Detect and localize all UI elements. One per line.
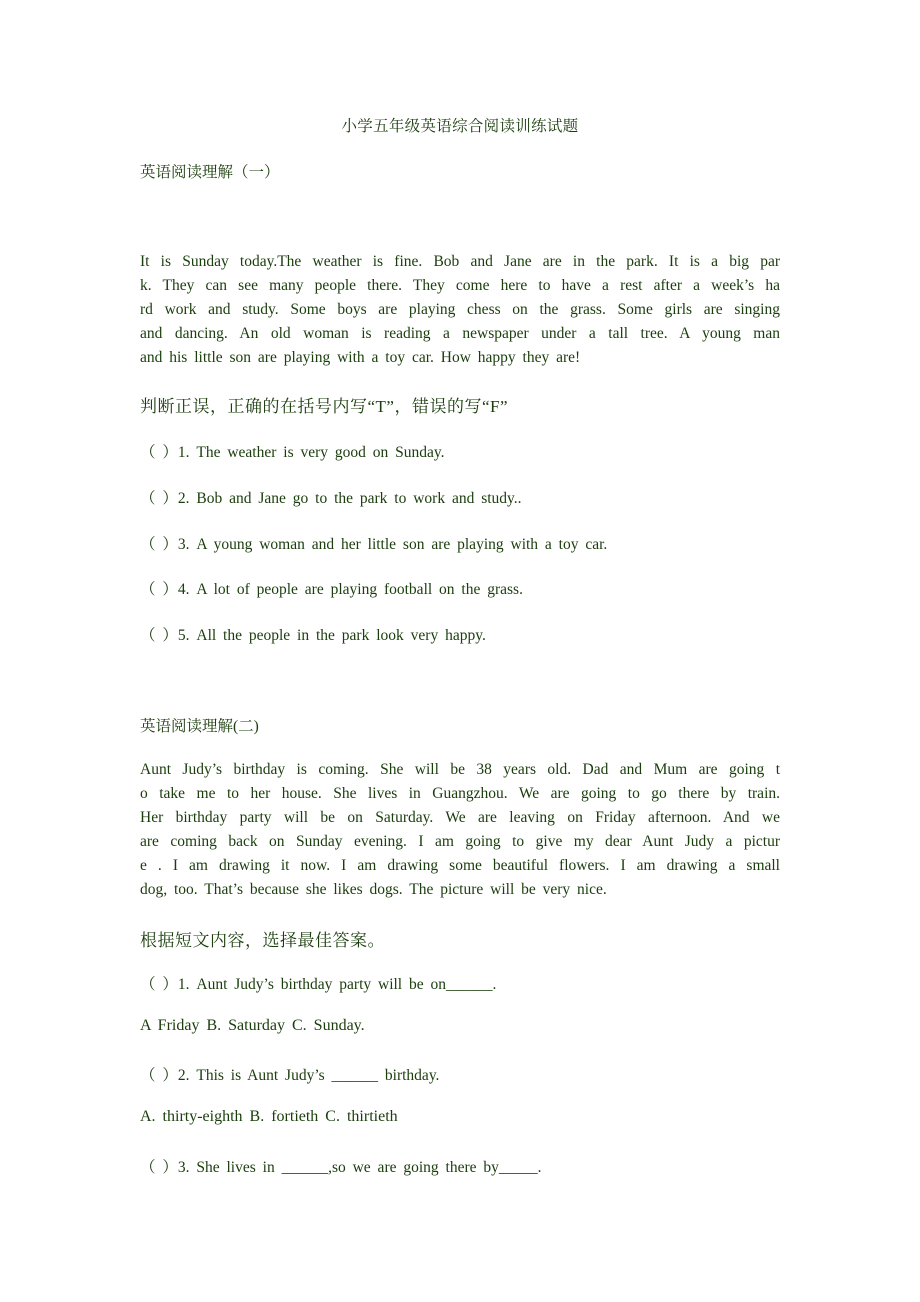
section1-question-2: （ ）2. Bob and Jane go to the park to work and study.. [140, 490, 522, 507]
passage-line: rd work and study. Some boys are playing chess on the grass. Some girls are singing [140, 301, 780, 318]
section1-question-4: （ ）4. A lot of people are playing football on the grass. [140, 581, 523, 598]
passage-line: e . I am drawing it now. I am drawing some beautiful flowers. I am drawing a small [140, 857, 780, 874]
section2-question-2: （ ）2. This is Aunt Judy’s ______ birthday. [140, 1067, 440, 1084]
section1-question-3: （ ）3. A young woman and her little son are playing with a toy car. [140, 536, 608, 553]
section2-instruction: 根据短文内容，选择最佳答案。 [140, 931, 385, 950]
section2-question-1-options: A Friday B. Saturday C. Sunday. [140, 1017, 365, 1034]
passage-line: o take me to her house. She lives in Guangzhou. We are going to go there by train. [140, 785, 780, 802]
passage-line: It is Sunday today.The weather is fine. Bob and Jane are in the park. It is a big par [140, 253, 780, 270]
section1-instruction: 判断正误，正确的在括号内写“T”，错误的写“F” [140, 397, 509, 416]
section2-question-3: （ ）3. She lives in ______,so we are going there by_____. [140, 1159, 542, 1176]
section1-question-5: （ ）5. All the people in the park look very happy. [140, 627, 486, 644]
passage-line: dog, too. That’s because she likes dogs. The picture will be very nice. [140, 881, 607, 898]
passage-line: are coming back on Sunday evening. I am going to give my dear Aunt Judy a pictur [140, 833, 780, 850]
section1-heading: 英语阅读理解（一） [140, 164, 280, 181]
passage-line: and dancing. An old woman is reading a newspaper under a tall tree. A young man [140, 325, 780, 342]
section2-heading: 英语阅读理解(二) [140, 718, 259, 735]
section2-question-1: （ ）1. Aunt Judy’s birthday party will be on______. [140, 976, 497, 993]
section2-passage [140, 758, 780, 902]
section2-question-2-options: A. thirty-eighth B. fortieth C. thirtieth [140, 1108, 398, 1125]
passage-line: Aunt Judy’s birthday is coming. She will be 38 years old. Dad and Mum are going t [140, 761, 780, 778]
passage-line: k. They can see many people there. They come here to have a rest after a week’s ha [140, 277, 780, 294]
passage-line: and his little son are playing with a toy car. How happy they are! [140, 349, 581, 366]
section1-passage [140, 250, 780, 370]
passage-line: Her birthday party will be on Saturday. We are leaving on Friday afternoon. And we [140, 809, 780, 826]
section1-question-1: （ ）1. The weather is very good on Sunday. [140, 444, 445, 461]
document-title: 小学五年级英语综合阅读训练试题 [341, 118, 579, 135]
